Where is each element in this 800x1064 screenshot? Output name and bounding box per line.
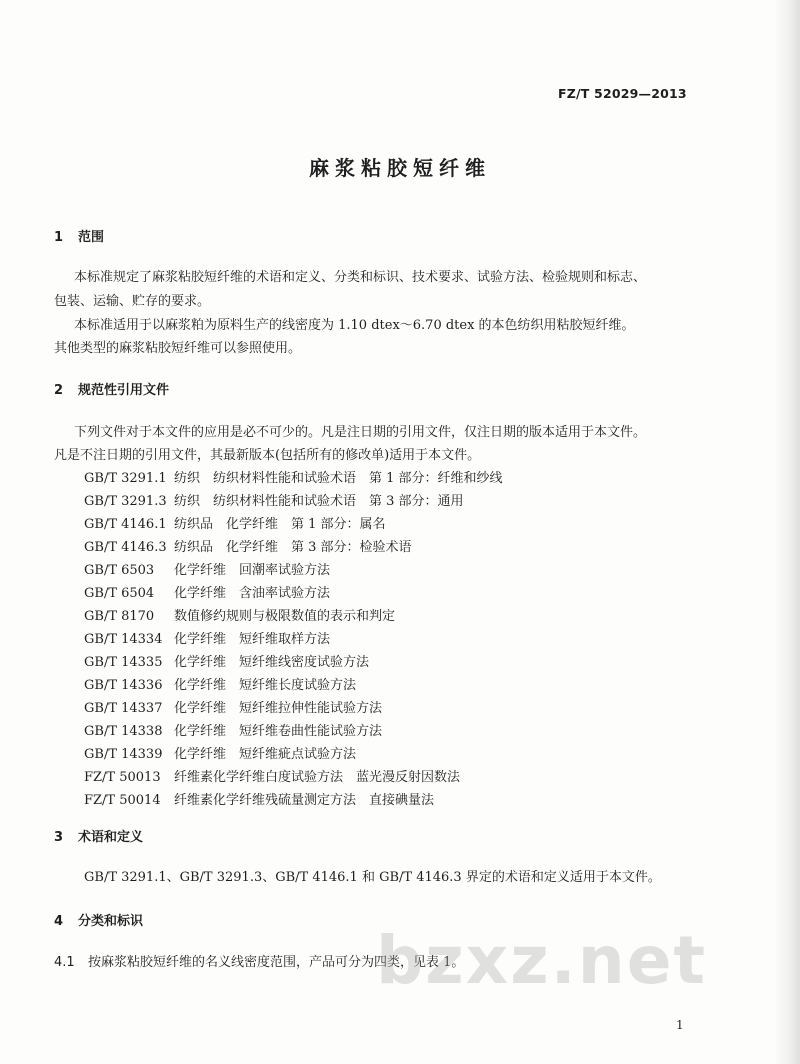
scope-paragraph-2-line-1: 本标准适用于以麻浆粕为原料生产的线密度为 1.10 dtex～6.70 dtex 的本色纺织用粘胶短纤维。 — [74, 318, 635, 333]
reference-code: GB/T 3291.1 — [84, 471, 167, 486]
reference-title: 纺织品 化学纤维 第 1 部分：属名 — [174, 517, 386, 532]
reference-title: 纺织 纺织材料性能和试验术语 第 1 部分：纤维和纱线 — [174, 471, 503, 486]
document-title: 麻浆粘胶短纤维 — [309, 156, 491, 180]
page-number: 1 — [676, 1018, 684, 1032]
clause-number: 4.1 — [54, 955, 75, 970]
reference-code: FZ/T 50014 — [84, 793, 161, 808]
reference-title: 纺织品 化学纤维 第 3 部分：检验术语 — [174, 540, 412, 555]
reference-item — [84, 513, 386, 532]
section-4-heading — [54, 910, 143, 929]
reference-code: GB/T 14339 — [84, 747, 163, 762]
reference-code: GB/T 4146.3 — [84, 540, 167, 555]
reference-code: GB/T 3291.3 — [84, 494, 167, 509]
reference-title: 化学纤维 短纤维取样方法 — [174, 632, 331, 647]
reference-title: 化学纤维 短纤维卷曲性能试验方法 — [174, 724, 383, 739]
reference-title: 化学纤维 短纤维拉伸性能试验方法 — [174, 701, 383, 716]
reference-code: FZ/T 50013 — [84, 770, 161, 785]
reference-item — [84, 651, 369, 670]
reference-code: GB/T 6503 — [84, 563, 155, 578]
reference-title: 纤维素化学纤维残硫量测定方法 直接碘量法 — [174, 793, 435, 808]
section-number: 1 — [54, 230, 64, 245]
reference-item — [84, 766, 460, 785]
normative-intro-line-2: 凡是不注日期的引用文件，其最新版本(包括所有的修改单)适用于本文件。 — [54, 448, 481, 463]
standard-number: FZ/T 52029—2013 — [558, 86, 687, 101]
reference-item — [84, 789, 434, 808]
section-title: 范围 — [78, 230, 105, 245]
watermark: bzxz.net — [376, 922, 708, 999]
reference-code: GB/T 4146.1 — [84, 517, 167, 532]
section-title: 分类和标识 — [78, 914, 144, 929]
reference-item — [84, 605, 395, 624]
terms-paragraph: GB/T 3291.1、GB/T 3291.3、GB/T 4146.1 和 GB/T 4146.3 界定的术语和定义适用于本文件。 — [84, 870, 661, 885]
reference-item — [84, 720, 382, 739]
reference-item — [84, 559, 330, 578]
reference-item — [84, 536, 412, 555]
reference-code: GB/T 8170 — [84, 609, 155, 624]
reference-title: 化学纤维 短纤维长度试验方法 — [174, 678, 357, 693]
scope-paragraph-1-line-1: 本标准规定了麻浆粘胶短纤维的术语和定义、分类和标识、技术要求、试验方法、检验规则和标志、 — [74, 270, 647, 285]
reference-item — [84, 743, 356, 762]
section-2-heading — [54, 379, 169, 398]
reference-item — [84, 674, 356, 693]
reference-item — [84, 490, 464, 509]
reference-item — [84, 467, 503, 486]
reference-code: GB/T 14334 — [84, 632, 163, 647]
normative-intro-line-1: 下列文件对于本文件的应用是必不可少的。凡是注日期的引用文件，仅注日期的版本适用于本文件。 — [74, 425, 647, 440]
reference-title: 化学纤维 回潮率试验方法 — [174, 563, 331, 578]
reference-code: GB/T 14338 — [84, 724, 163, 739]
section-title: 规范性引用文件 — [78, 383, 170, 398]
section-number: 2 — [54, 383, 64, 398]
reference-code: GB/T 14336 — [84, 678, 163, 693]
section-number: 3 — [54, 830, 64, 845]
reference-item — [84, 628, 330, 647]
reference-item — [84, 582, 330, 601]
section-number: 4 — [54, 914, 64, 929]
scope-paragraph-2-line-2: 其他类型的麻浆粘胶短纤维可以参照使用。 — [54, 341, 302, 356]
reference-title: 化学纤维 短纤维疵点试验方法 — [174, 747, 357, 762]
section-1-heading — [54, 226, 104, 245]
reference-code: GB/T 6504 — [84, 586, 155, 601]
reference-title: 化学纤维 含油率试验方法 — [174, 586, 331, 601]
reference-title: 化学纤维 短纤维线密度试验方法 — [174, 655, 370, 670]
reference-title: 纺织 纺织材料性能和试验术语 第 3 部分：通用 — [174, 494, 464, 509]
reference-title: 数值修约规则与极限数值的表示和判定 — [174, 609, 396, 624]
reference-title: 纤维素化学纤维白度试验方法 蓝光漫反射因数法 — [174, 770, 461, 785]
section-title: 术语和定义 — [78, 830, 144, 845]
reference-item — [84, 697, 382, 716]
reference-code: GB/T 14337 — [84, 701, 163, 716]
scope-paragraph-1-line-2: 包装、运输、贮存的要求。 — [54, 294, 211, 309]
section-3-heading — [54, 826, 143, 845]
reference-code: GB/T 14335 — [84, 655, 163, 670]
clause-text: 按麻浆粘胶短纤维的名义线密度范围，产品可分为四类，见表 1。 — [88, 955, 465, 970]
